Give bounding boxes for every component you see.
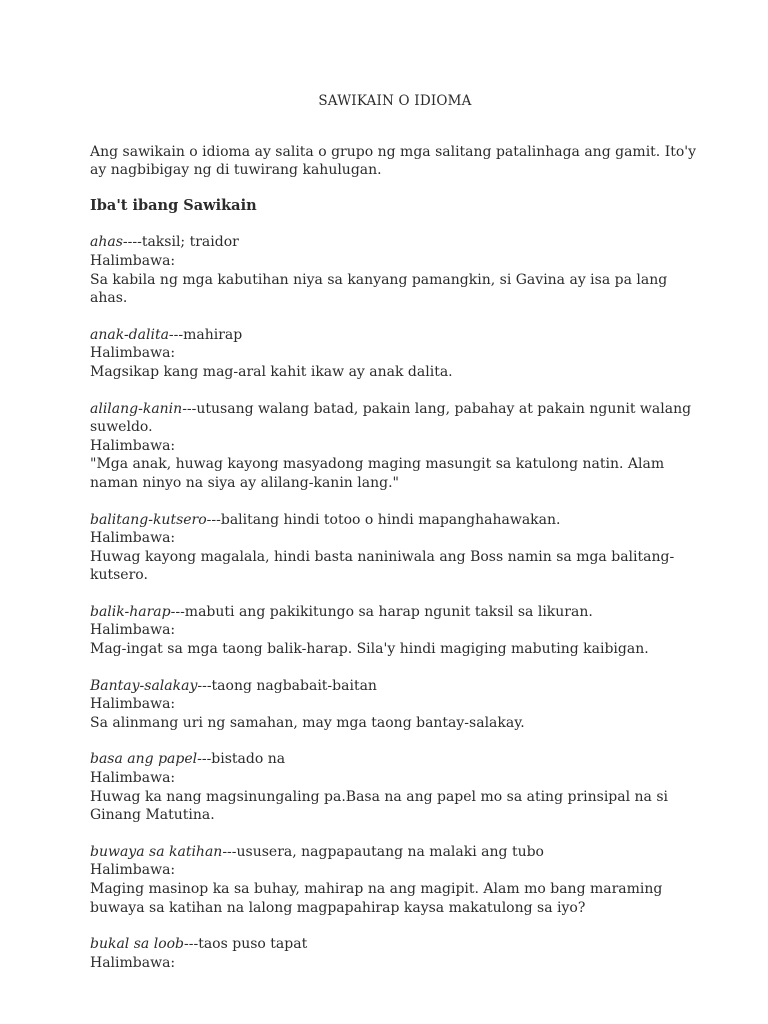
idiom-entry <box>90 750 700 824</box>
idiom-list <box>90 233 700 972</box>
idiom-term: bukal sa loob <box>90 936 185 953</box>
idiom-entry <box>90 843 700 917</box>
idiom-definition: ---balitang hindi totoo o hindi mapanghahawakan. <box>206 511 561 528</box>
idiom-entry <box>90 603 700 659</box>
idiom-entry <box>90 935 700 972</box>
idiom-definition-line <box>90 935 700 954</box>
idiom-definition: ----taksil; traidor <box>122 234 239 251</box>
idiom-example: Maging masinop ka sa buhay, mahirap na ang magipit. Alam mo bang maraming buwaya sa katihan na lalong magpapahirap kaysa makatulong sa iyo? <box>90 881 663 916</box>
document-page <box>90 92 700 990</box>
idiom-entry <box>90 326 700 382</box>
idiom-term: anak-dalita <box>90 326 169 343</box>
idiom-term: balik-harap <box>90 603 171 620</box>
idiom-definition-line <box>90 233 700 252</box>
idiom-example: Sa alinmang uri ng samahan, may mga taong bantay-salakay. <box>90 714 525 731</box>
idiom-definition-line <box>90 511 700 530</box>
idiom-example: Magsikap kang mag-aral kahit ikaw ay anak dalita. <box>90 363 453 380</box>
idiom-example: "Mga anak, huwag kayong masyadong maging masungit sa katulong natin. Alam naman ninyo na siya ay alilang-kanin lang." <box>90 456 665 491</box>
intro-paragraph: Ang sawikain o idioma ay salita o grupo ng mga salitang patalinhaga ang gamit. Ito'y ay nagbibigay ng di tuwirang kahulugan. <box>90 143 697 179</box>
idiom-term: alilang-kanin <box>90 400 183 417</box>
idiom-example: Mag-ingat sa mga taong balik-harap. Sila'y hindi magiging mabuting kaibigan. <box>90 641 649 658</box>
document-title: SAWIKAIN O IDIOMA <box>318 93 472 109</box>
idiom-term: Bantay-salakay <box>90 677 198 694</box>
idiom-definition: ---taos puso tapat <box>184 936 308 953</box>
idiom-definition-line <box>90 603 700 622</box>
idiom-term: ahas <box>90 234 123 251</box>
example-label: Halimbawa: <box>90 622 176 639</box>
example-label: Halimbawa: <box>90 862 176 879</box>
example-label: Halimbawa: <box>90 345 176 362</box>
idiom-example: Sa kabila ng mga kabutihan niya sa kanyang pamangkin, si Gavina ay isa pa lang ahas. <box>90 271 668 307</box>
example-label: Halimbawa: <box>90 252 176 269</box>
idiom-term: balitang-kutsero <box>90 511 207 528</box>
idiom-definition: ---mabuti ang pakikitungo sa harap ngunit taksil sa likuran. <box>170 603 593 620</box>
idiom-entry <box>90 400 700 493</box>
idiom-definition-line <box>90 750 700 769</box>
example-label: Halimbawa: <box>90 530 176 547</box>
idiom-definition-line <box>90 326 700 345</box>
idiom-entry <box>90 677 700 733</box>
idiom-definition: ---ususera, nagpapautang na malaki ang tubo <box>222 843 544 860</box>
idiom-definition-line <box>90 677 700 696</box>
idiom-definition: ---bistado na <box>197 751 286 768</box>
section-heading: Iba't ibang Sawikain <box>90 196 257 214</box>
idiom-example: Huwag kayong magalala, hindi basta naniniwala ang Boss namin sa mga balitang-kutsero. <box>90 548 675 584</box>
idiom-definition: ---taong nagbabait-baitan <box>197 677 377 694</box>
idiom-definition-line <box>90 400 700 437</box>
idiom-term: buwaya sa katihan <box>90 843 223 860</box>
example-label: Halimbawa: <box>90 954 176 971</box>
idiom-entry <box>90 511 700 585</box>
idiom-example: Huwag ka nang magsinungaling pa.Basa na ang papel mo sa ating prinsipal na si Ginang Matutina. <box>90 788 669 824</box>
idiom-entry <box>90 233 700 307</box>
idiom-definition: ---mahirap <box>168 326 243 343</box>
idiom-definition-line <box>90 843 700 862</box>
idiom-term: basa ang papel <box>90 751 198 768</box>
example-label: Halimbawa: <box>90 696 176 713</box>
example-label: Halimbawa: <box>90 437 176 454</box>
idiom-definition: ---utusang walang batad, pakain lang, pabahay at pakain ngunit walang suweldo. <box>90 400 692 436</box>
example-label: Halimbawa: <box>90 770 176 787</box>
